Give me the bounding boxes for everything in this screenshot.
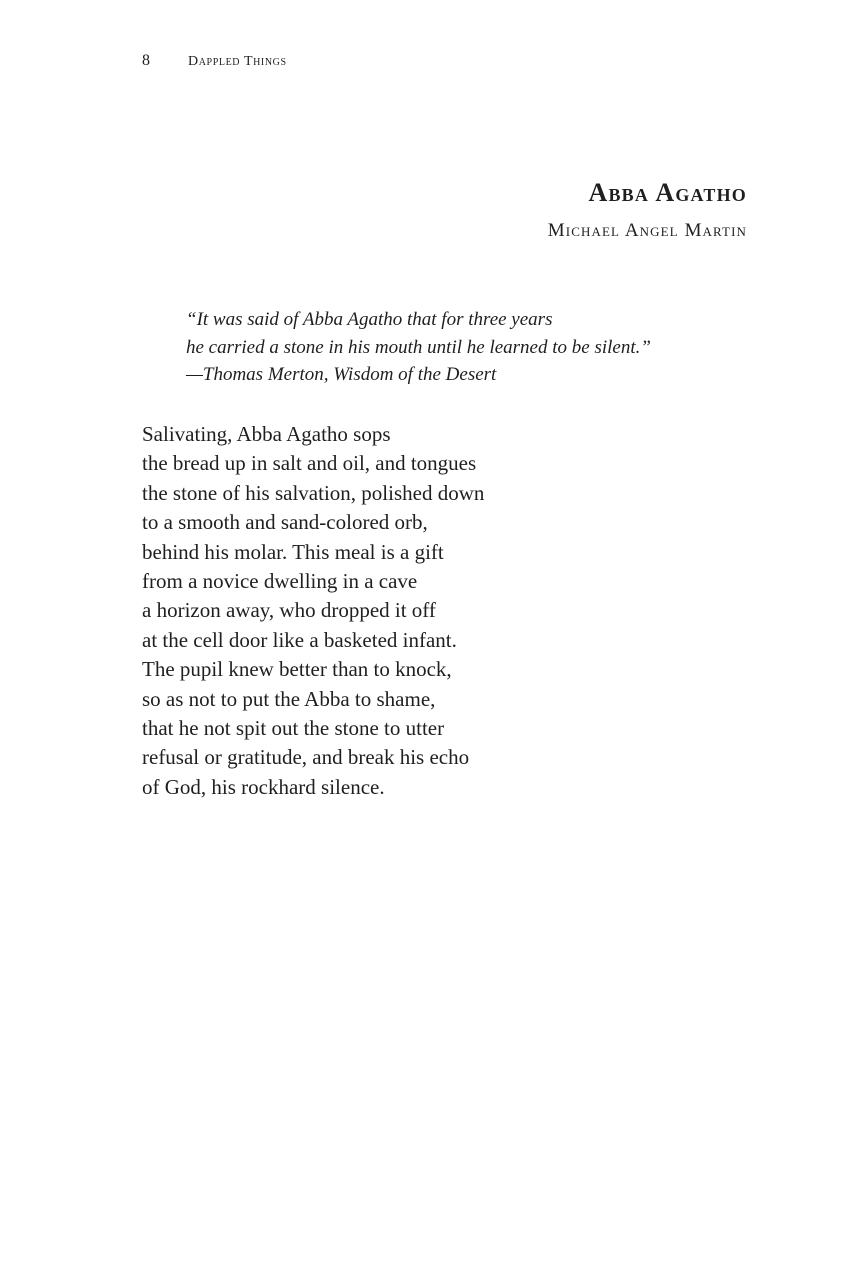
poem-title: Abba Agatho — [588, 178, 747, 207]
poem-body — [142, 420, 484, 802]
poem-line: to a smooth and sand-colored orb, — [142, 510, 428, 535]
poem-author: Michael Angel Martin — [547, 220, 747, 241]
poem-line: the stone of his salvation, polished down — [142, 480, 485, 505]
poem-line: Salivating, Abba Agatho sops — [142, 422, 391, 446]
running-head — [142, 52, 287, 72]
poem-line: so as not to put the Abba to shame, — [142, 686, 436, 711]
poem-line: of God, his rockhard silence. — [142, 774, 385, 799]
poem-line: a horizon away, who dropped it off — [142, 598, 436, 623]
title-block — [548, 176, 747, 244]
poem-line: The pupil knew better than to knock, — [142, 657, 452, 682]
epigraph-attribution: —Thomas Merton, Wisdom of the Desert — [186, 364, 497, 385]
poem-line: behind his molar. This meal is a gift — [142, 539, 444, 564]
poem-line: refusal or gratitude, and break his echo — [142, 745, 470, 770]
page-number: 8 — [142, 52, 150, 69]
poem-line: that he not spit out the stone to utter — [142, 716, 445, 741]
poem-line: at the cell door like a basketed infant. — [142, 627, 457, 652]
epigraph — [186, 306, 651, 389]
epigraph-line: he carried a stone in his mouth until he learned to be silent.” — [186, 336, 651, 358]
poem-line: from a novice dwelling in a cave — [142, 569, 418, 594]
journal-name: Dappled Things — [188, 54, 287, 69]
epigraph-line: “It was said of Abba Agatho that for three years — [186, 309, 553, 330]
poem-line: the bread up in salt and oil, and tongues — [142, 451, 477, 476]
